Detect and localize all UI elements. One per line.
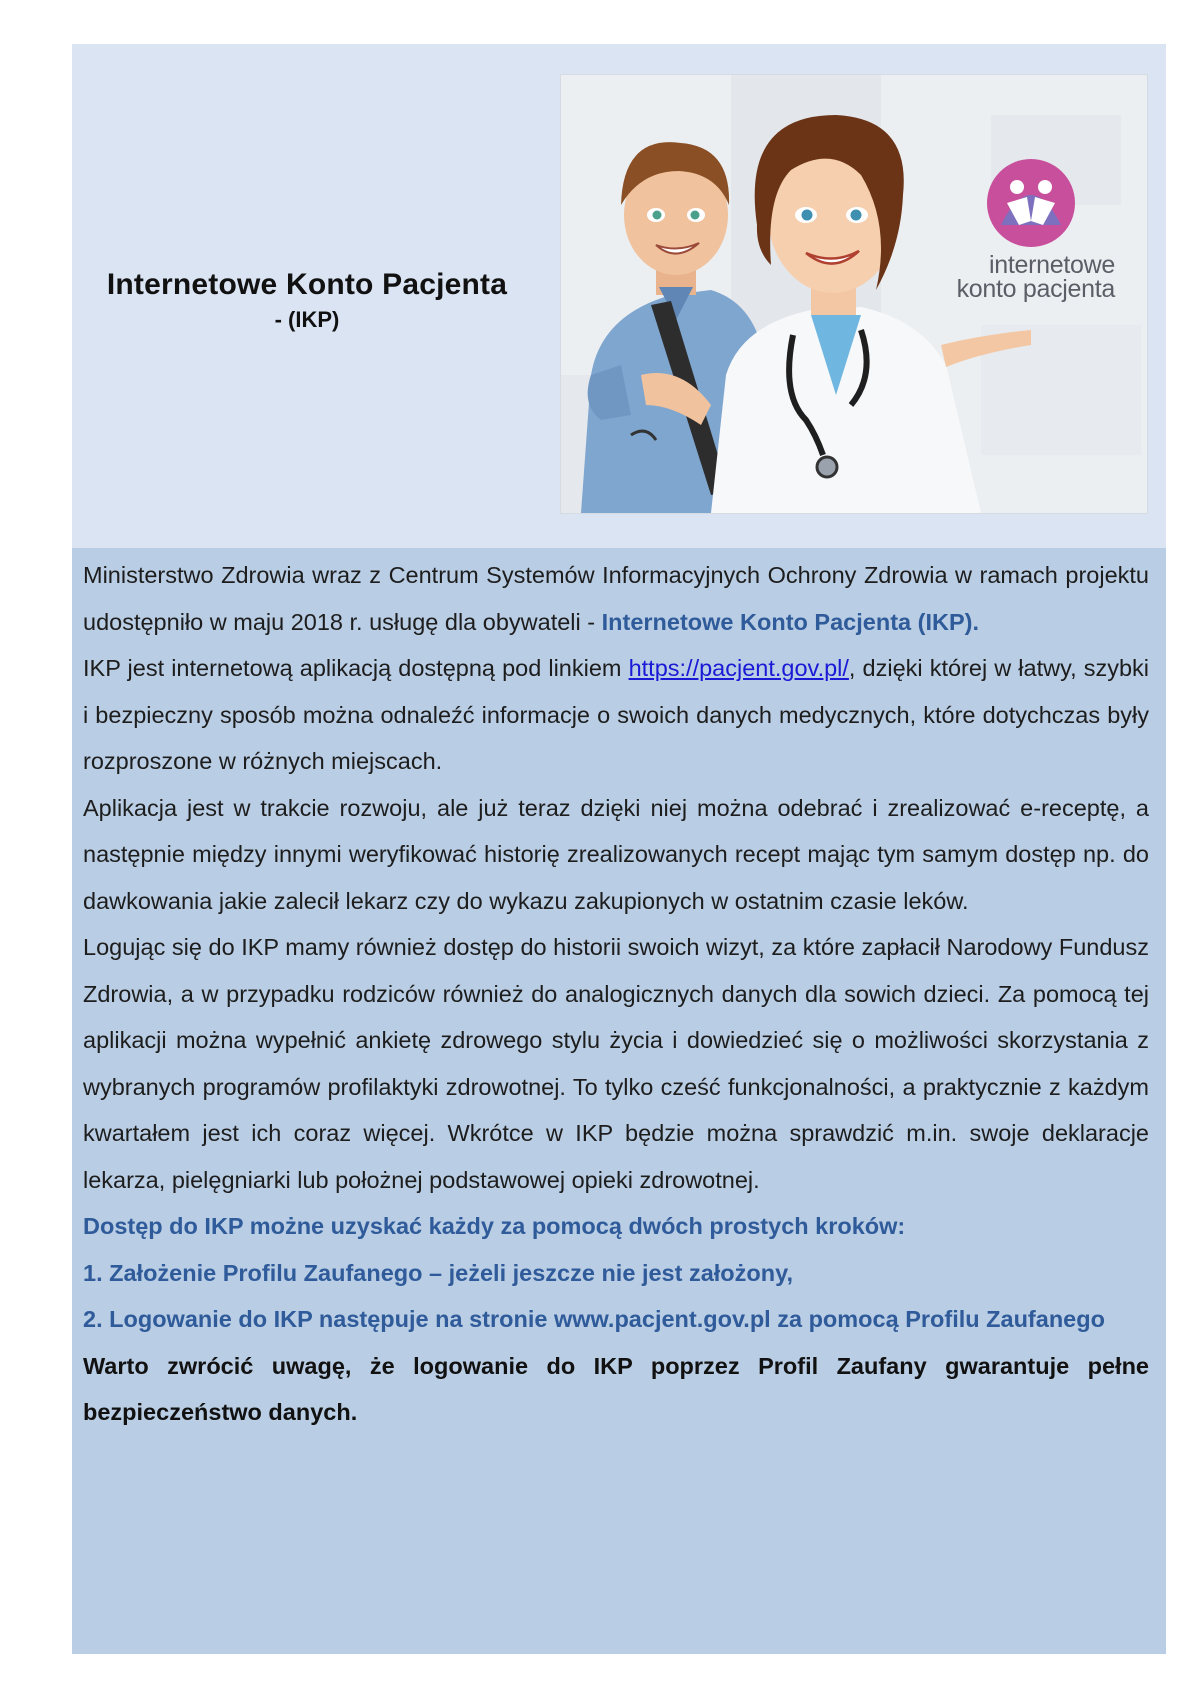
ikp-text-start: IKP jest internetową aplikacją dostępną pod linkiem [83,655,629,681]
logo-line-1: internetowe [989,251,1115,279]
closing-note: Warto zwrócić uwagę, że logowanie do IKP poprzez Profil Zaufany gwarantuje pełne bezpieczeństwo danych. [83,1352,1149,1425]
paragraph-app: Aplikacja jest w trakcie rozwoju, ale już teraz dzięki niej można odebrać i zrealizować e-receptę, a następnie między innymi weryfikować historię zrealizowanych recept mając tym samym dostęp np. do dawkowania jakie zalecił lekarz czy do wykazu zakupionych w ostatnim czasie leków. [83,794,1149,914]
paragraph-login: Logując się do IKP mamy również dostęp do historii swoich wizyt, za które zapłacił Narodowy Fundusz Zdrowia, a w przypadku rodziców również do analogicznych danych dla sowich dzieci. Za pomocą tej aplikacji można wypełnić ankietę zdrowego stylu życia i dowiedzieć się o możliwości skorzystania z wybranych programów profilaktyki zdrowotnej. To tylko cześć funkcjonalności, a praktycznie z każdym kwartałem jest ich coraz więcej. Wkrótce w IKP będzie można sprawdzić m.in. swoje deklaracje lekarza, pielęgniarki lub położnej podstawowej opieki zdrowotnej. [83,934,1149,1193]
intro-text: Ministerstwo Zdrowia wraz z Centrum Systemów Informacyjnych Ochrony Zdrowia w ramach projektu udostępniło w maju 2018 r. usługę dla obywateli - [83,562,1149,635]
paragraph-intro [83,552,1149,645]
page-subtitle: - (IKP) [274,307,340,332]
ikp-highlight: Internetowe Konto Pacjenta (IKP). [601,608,979,635]
article-body [83,552,1149,1436]
ikp-logo-text [957,253,1115,301]
hero-illustration [560,74,1148,514]
step-2: 2. Logowanie do IKP następuje na stronie www.pacjent.gov.pl za pomocą Profilu Zaufanego [83,1306,1105,1332]
title-block [72,266,542,336]
page-title: Internetowe Konto Pacjenta [106,268,508,301]
ikp-logo-mark [987,159,1075,247]
access-heading: Dostęp do IKP możne uzyskać każdy za pomocą dwóch prostych kroków: [83,1213,906,1239]
paragraph-ikp [83,645,1149,785]
leaflet-card [72,44,1166,1654]
logo-line-2: konto pacjenta [956,275,1115,303]
ikp-text-end: , dzięki której w łatwy, szybki i bezpieczny sposób można odnaleźć informacje o swoich danych medycznych, które dotychczas były rozproszone w różnych miejscach. [83,655,1149,774]
pacjent-link[interactable]: https://pacjent.gov.pl/ [628,655,849,681]
step-1: 1. Założenie Profilu Zaufanego – jeżeli jeszcze nie jest założony, [83,1259,793,1286]
